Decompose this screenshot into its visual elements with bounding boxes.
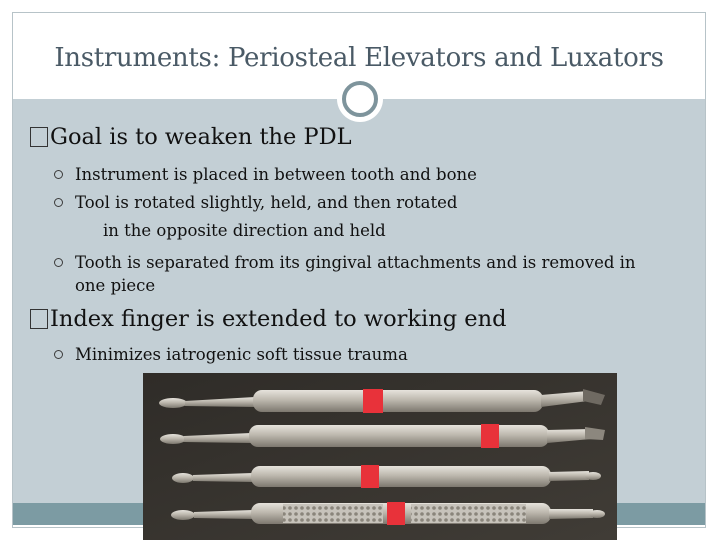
sub-bullet-text: Tooth is separated from its gingival attachments and is removed in	[75, 253, 636, 272]
sub-bullet-text: Minimizes iatrogenic soft tissue trauma	[75, 345, 408, 364]
sub-bullet-continuation: in the opposite direction and held	[103, 221, 386, 240]
missing-glyph-icon	[30, 127, 48, 147]
bullet-goal	[30, 124, 352, 150]
missing-glyph-icon	[30, 309, 48, 329]
bullet-index-finger	[30, 306, 506, 332]
slide-title: Instruments: Periosteal Elevators and Luxators	[54, 43, 664, 73]
sub-bullet-text: Instrument is placed in between tooth and bone	[75, 165, 477, 184]
ring-ornament-icon	[337, 76, 383, 122]
circle-bullet-icon	[54, 198, 63, 207]
bullet-goal-text: Goal is to weaken the PDL	[50, 124, 352, 150]
circle-bullet-icon	[54, 350, 63, 359]
circle-bullet-icon	[54, 258, 63, 267]
sub-bullet-text: Tool is rotated slightly, held, and then rotated	[75, 193, 458, 212]
sub-bullet-continuation: one piece	[75, 276, 156, 295]
circle-bullet-icon	[54, 170, 63, 179]
instruments-photo	[143, 373, 617, 540]
bullet-index-text: Index finger is extended to working end	[50, 306, 507, 332]
